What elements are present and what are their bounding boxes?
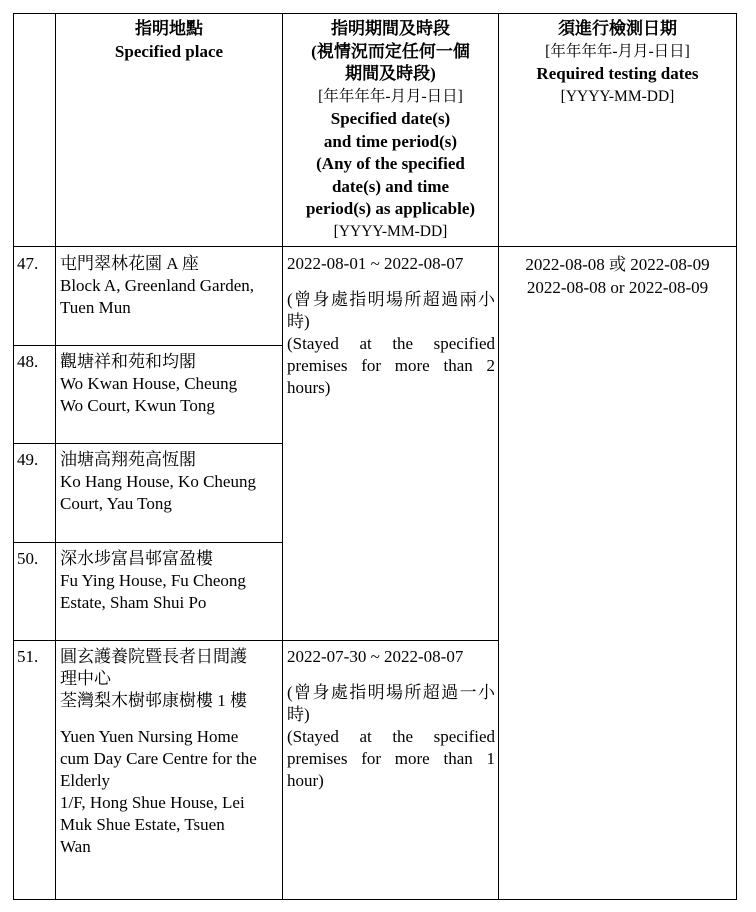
row-number: 48. bbox=[17, 352, 39, 371]
place-line: Yuen Yuen Nursing Home bbox=[60, 727, 239, 746]
testing-table bbox=[13, 13, 737, 900]
place-line: Wo Court, Kwun Tong bbox=[60, 396, 215, 415]
place-line: 油塘高翔苑高恆閣 bbox=[60, 450, 196, 469]
place-line: Muk Shue Estate, Tsuen bbox=[60, 815, 225, 834]
header-required-format-zh: [年年年年-月月-日日] bbox=[545, 42, 690, 60]
row-divider bbox=[14, 640, 499, 641]
header-period-zh: (視情況而定任何一個 bbox=[311, 41, 470, 61]
place-line: Wan bbox=[60, 837, 91, 856]
row-divider bbox=[14, 542, 283, 543]
col-divider-3 bbox=[498, 14, 499, 899]
period-note-en: (Stayed at the specified premises for more than 2 hours) bbox=[287, 334, 495, 397]
col-divider-1 bbox=[55, 14, 56, 899]
place-line: Wo Kwan House, Cheung bbox=[60, 374, 238, 393]
place-line: Court, Yau Tong bbox=[60, 494, 172, 513]
place-line: 荃灣梨木樹邨康樹樓 1 樓 bbox=[60, 691, 247, 710]
header-required-format-en: [YYYY-MM-DD] bbox=[560, 87, 675, 105]
header-place-zh: 指明地點 bbox=[135, 19, 203, 38]
place-line: Block A, Greenland Garden, bbox=[60, 276, 255, 295]
place-line: Elderly bbox=[60, 771, 111, 790]
place-cell bbox=[60, 449, 279, 515]
place-spacer bbox=[60, 712, 279, 726]
header-period-en: Specified date(s) bbox=[330, 109, 451, 128]
place-line: 觀塘祥和苑和均閣 bbox=[60, 352, 196, 371]
period-spacer bbox=[287, 668, 495, 682]
period-cell bbox=[287, 646, 495, 792]
row-divider bbox=[14, 443, 283, 444]
period-cell bbox=[287, 253, 495, 399]
place-line: 深水埗富昌邨富盈樓 bbox=[60, 549, 213, 568]
place-cell bbox=[60, 253, 279, 319]
place-line: cum Day Care Centre for the bbox=[60, 749, 257, 768]
header-period-en: period(s) as applicable) bbox=[305, 199, 476, 218]
period-dates: 2022-08-01 ~ 2022-08-07 bbox=[287, 254, 464, 273]
row-number: 50. bbox=[17, 549, 39, 568]
place-cell bbox=[60, 646, 279, 858]
period-spacer bbox=[287, 275, 495, 289]
period-dates: 2022-07-30 ~ 2022-08-07 bbox=[287, 647, 464, 666]
header-period-format-en: [YYYY-MM-DD] bbox=[333, 222, 448, 240]
row-number: 49. bbox=[17, 450, 39, 469]
row-number: 51. bbox=[17, 647, 39, 666]
period-note-zh: (曾身處指明場所超過兩小時) bbox=[287, 290, 495, 331]
header-divider bbox=[14, 246, 736, 247]
required-date-en: 2022-08-08 or 2022-08-09 bbox=[526, 278, 709, 297]
place-line: 圓玄護養院暨長者日間護 bbox=[60, 647, 247, 666]
header-period-format-zh: [年年年年-月月-日日] bbox=[318, 87, 463, 105]
period-note-en: (Stayed at the specified premises for more than 1 hour) bbox=[287, 727, 495, 790]
header-period-zh: 指明期間及時段 bbox=[331, 19, 450, 38]
row-divider bbox=[14, 345, 283, 346]
header-period-en: and time period(s) bbox=[323, 131, 458, 151]
place-line: Tuen Mun bbox=[60, 298, 131, 317]
header-period bbox=[283, 18, 498, 243]
header-required-zh: 須進行檢測日期 bbox=[558, 19, 677, 38]
place-line: Ko Hang House, Ko Cheung bbox=[60, 472, 256, 491]
period-note-zh: (曾身處指明場所超過一小時) bbox=[287, 683, 495, 724]
header-period-en: (Any of the specified bbox=[316, 154, 465, 173]
required-dates-cell bbox=[499, 253, 736, 299]
header-required-en: Required testing dates bbox=[536, 64, 699, 83]
place-line: 屯門翠林花園 A 座 bbox=[60, 254, 199, 273]
place-cell bbox=[60, 548, 279, 614]
header-required bbox=[499, 18, 736, 108]
header-period-zh: 期間及時段) bbox=[345, 64, 436, 83]
header-place-en: Specified place bbox=[114, 41, 224, 61]
place-line: Estate, Sham Shui Po bbox=[60, 593, 207, 612]
place-cell bbox=[60, 351, 279, 417]
place-line: 1/F, Hong Shue House, Lei bbox=[60, 793, 245, 812]
header-place bbox=[56, 18, 282, 63]
header-period-en: date(s) and time bbox=[331, 176, 450, 196]
place-line: 理中心 bbox=[60, 669, 111, 688]
row-number: 47. bbox=[17, 254, 39, 273]
required-date-zh: 2022-08-08 或 2022-08-09 bbox=[525, 255, 710, 274]
place-line: Fu Ying House, Fu Cheong bbox=[60, 571, 246, 590]
